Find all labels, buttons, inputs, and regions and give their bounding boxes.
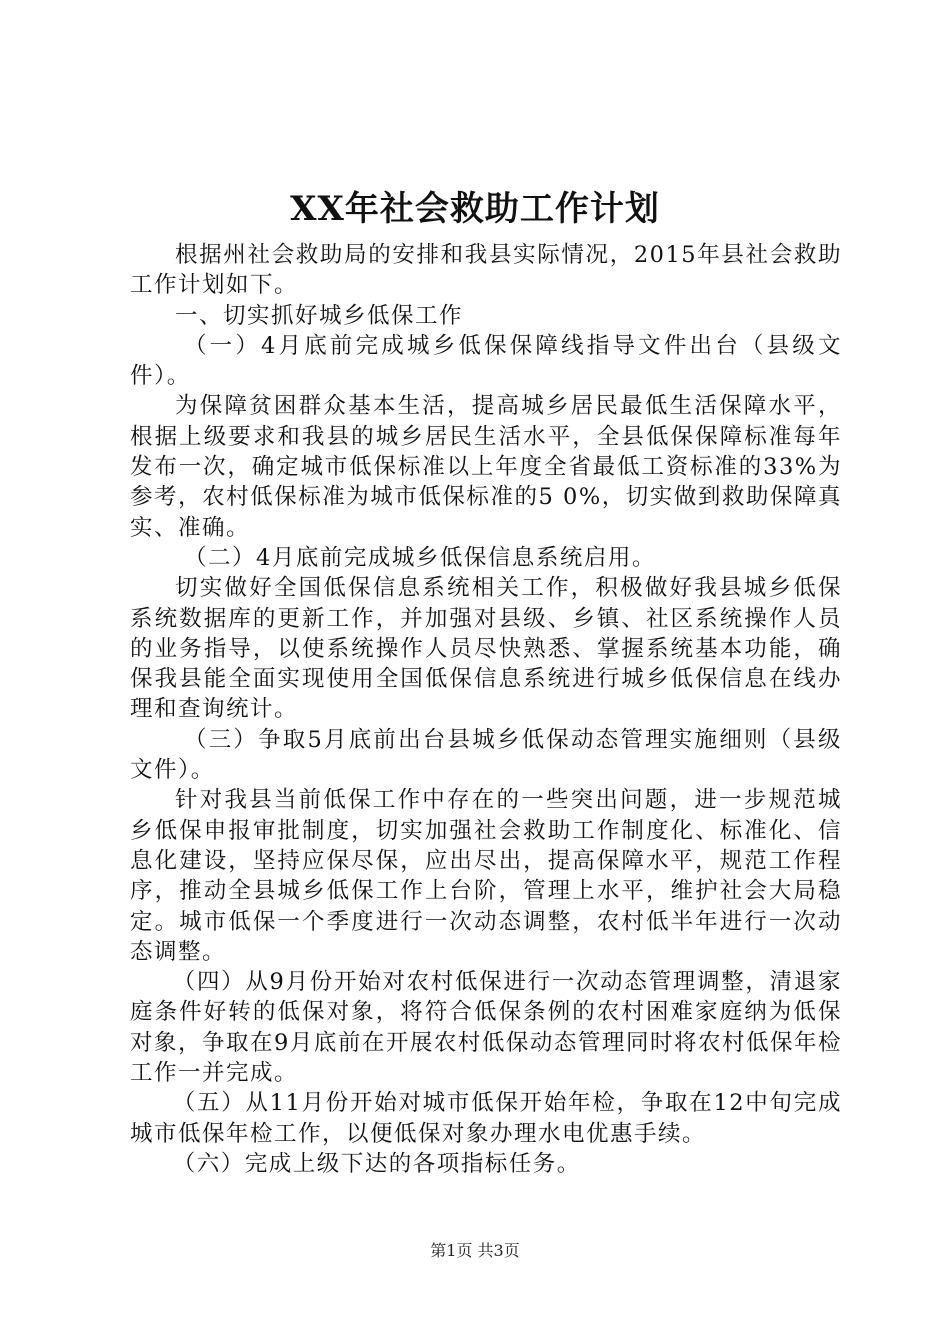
page-number: 第1页 共3页 bbox=[430, 1241, 520, 1260]
item-heading-2: （二）4月底前完成城乡低保信息系统启用。 bbox=[184, 544, 656, 571]
item-heading-4: （四）从9月份开始对农村低保进行一次动态管理调整，清退家庭条件好转的低保对象，将符合低保条例的农村困难家庭纳为低保对象，争取在9月底前在开展农村低保动态管理同时将农村低保年检工作一并完成。 bbox=[130, 969, 842, 1087]
paragraph-item-3: 针对我县当前低保工作中存在的一些突出问题，进一步规范城乡低保申报审批制度，切实加强社会救助工作制度化、标准化、信息化建设，坚持应保尽保，应出尽出，提高保障水平，规范工作程序，推动全县城乡低保工作上台阶，管理上水平，维护社会大局稳定。城市低保一个季度进行一次动态调整，农村低半年进行一次动态调整。 bbox=[130, 787, 842, 965]
paragraph-intro: 根据州社会救助局的安排和我县实际情况，2015年县社会救助工作计划如下。 bbox=[130, 242, 842, 299]
paragraph-item-1: 为保障贫困群众基本生活，提高城乡居民最低生活保障水平，根据上级要求和我县的城乡居民生活水平，全县低保保障标准每年发布一次，确定城市低保标准以上年度全省最低工资标准的33%为参考，农村低保标准为城市低保标准的5 0%，切实做到救助保障真实、准确。 bbox=[130, 393, 842, 541]
document-body bbox=[130, 240, 842, 1179]
paragraph-item-2: 切实做好全国低保信息系统相关工作，积极做好我县城乡低保系统数据库的更新工作，并加强对县级、乡镇、社区系统操作人员的业务指导，以使系统操作人员尽快熟悉、掌握系统基本功能，确保我县能全面实现使用全国低保信息系统进行城乡低保信息在线办理和查询统计。 bbox=[130, 575, 842, 723]
item-heading-1: （一）4月底前完成城乡低保保障线指导文件出台（县级文件）。 bbox=[130, 332, 842, 390]
item-heading-3: （三）争取5月底前出台县城乡低保动态管理实施细则（县级文件）。 bbox=[130, 726, 842, 784]
section-heading-1: 一、切实抓好城乡低保工作 bbox=[175, 302, 464, 329]
item-heading-5: （五）从11月份开始对城市低保开始年检，争取在12中旬完成城市低保年检工作，以便低保对象办理水电优惠手续。 bbox=[130, 1090, 842, 1147]
document-title: XX年社会救助工作计划 bbox=[290, 189, 660, 229]
item-heading-6: （六）完成上级下达的各项指标任务。 bbox=[172, 1150, 581, 1177]
